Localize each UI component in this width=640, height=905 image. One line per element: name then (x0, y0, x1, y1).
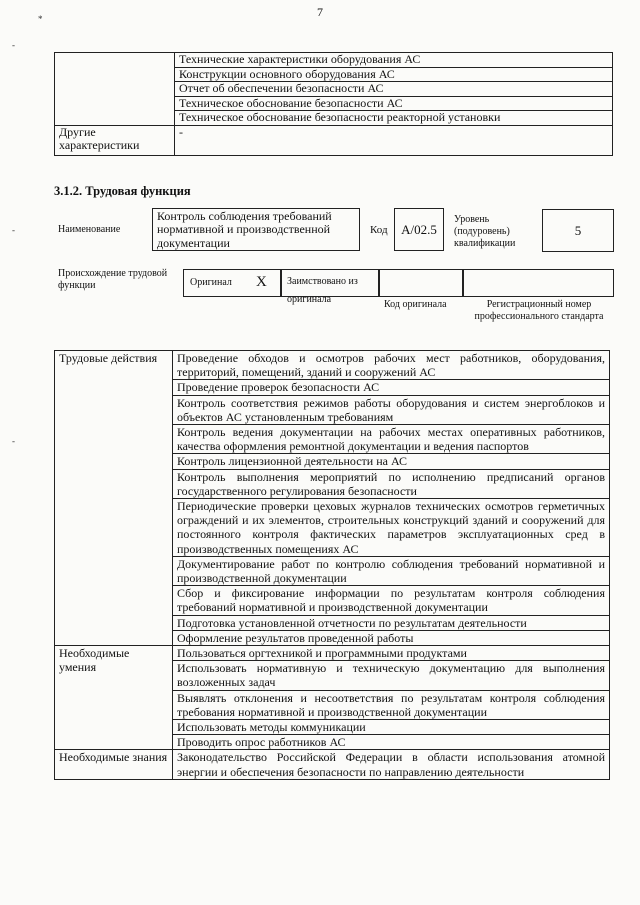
table-row (55, 351, 610, 380)
borrowed-box (281, 269, 379, 305)
corner-mark: * (38, 14, 43, 24)
table-cell: Технические характеристики оборудования АС (175, 53, 613, 68)
table-row (55, 125, 613, 155)
table-row (55, 750, 610, 779)
original-label: Оригинал (190, 277, 232, 288)
skill-item: Пользоваться оргтехникой и программными продуктами (173, 646, 610, 661)
reg-number-box (463, 269, 614, 297)
labor-actions-label: Трудовые действия (55, 351, 173, 646)
table-cell: Конструкции основного оборудования АС (175, 67, 613, 82)
binding-mark: - (12, 436, 15, 446)
labor-action: Оформление результатов проведенной работы (173, 630, 610, 645)
labor-action: Периодические проверки цеховых журналов технических осмотров герметичных ограждений и их элементов, строительных конструкций зданий и сооружений для постоянного контроля фактических параметров эксплуатационных сред в производственных помещениях АС (173, 499, 610, 557)
table-row (55, 646, 610, 661)
level-value: 5 (574, 223, 582, 238)
labor-action: Проведение проверок безопасности АС (173, 380, 610, 395)
table-cell: Техническое обоснование безопасности реакторной установки (175, 111, 613, 126)
section-title: 3.1.2. Трудовая функция (54, 184, 191, 198)
table-cell: Техническое обоснование безопасности АС (175, 96, 613, 111)
labor-action: Документирование работ по контролю соблюдения требований нормативной и производственной документации (173, 556, 610, 585)
skill-item: Проводить опрос работников АС (173, 735, 610, 750)
skill-item: Использовать нормативную и техническую документацию для выполнения возложенных задач (173, 661, 610, 690)
skill-item: Использовать методы коммуникации (173, 720, 610, 735)
knowledge-label: Необходимые знания (55, 750, 173, 779)
skill-item: Выявлять отклонения и несоответствия по результатам контроля соблюдения требования нормативной и производственной документации (173, 690, 610, 719)
labor-action: Контроль лицензионной деятельности на АС (173, 454, 610, 469)
labor-function-table (54, 350, 610, 780)
code-value: A/02.5 (401, 222, 437, 237)
code-box (394, 208, 444, 251)
labor-action: Сбор и фиксирование информации по результатам контроля соблюдения требований нормативной и производственной документации (173, 586, 610, 615)
original-mark: X (256, 274, 267, 290)
binding-mark: - (12, 225, 15, 235)
labor-action: Проведение обходов и осмотров рабочих мест работников, оборудования, территорий, помещений, зданий и сооружений АС (173, 351, 610, 380)
origin-label: Происхождение трудовой функции (58, 268, 168, 291)
borrowed-label: Заимствовано из оригинала (287, 276, 358, 305)
labor-action: Контроль соответствия режимов работы оборудования и систем энергоблоков и объектов АС установленным требованиям (173, 395, 610, 424)
labor-action: Контроль выполнения мероприятий по исполнению предписаний органов государственного регулирования безопасности (173, 469, 610, 498)
table-row (55, 53, 613, 68)
binding-mark: - (12, 40, 15, 50)
name-label: Наименование (58, 224, 121, 235)
original-code-caption: Код оригинала (384, 299, 447, 310)
reg-number-caption: Регистрационный номер профессионального стандарта (474, 299, 604, 322)
knowledge-item: Законодательство Российской Федерации в области использования атомной энергии и обеспечения безопасности по направлению деятельности (173, 750, 610, 779)
qualification-level-label: Уровень (подуровень) квалификации (454, 214, 516, 249)
other-characteristics-value: - (175, 125, 613, 155)
empty-cell (55, 53, 175, 126)
original-box (183, 269, 281, 297)
page-number: 7 (317, 5, 323, 19)
original-code-box (379, 269, 463, 297)
table-cell: Отчет об обеспечении безопасности АС (175, 82, 613, 97)
level-box (542, 209, 614, 252)
function-name: Контроль соблюдения требований нормативной и производственной документации (157, 209, 332, 250)
characteristics-table (54, 52, 613, 156)
labor-action: Подготовка установленной отчетности по результатам деятельности (173, 615, 610, 630)
labor-action: Контроль ведения документации на рабочих местах оперативных работников, качества оформления ремонтной документации и ведения паспортов (173, 425, 610, 454)
function-name-box (152, 208, 360, 251)
skills-label: Необходимые умения (55, 646, 173, 750)
code-label: Код (370, 224, 388, 236)
other-characteristics-label: Другие характеристики (55, 125, 175, 155)
